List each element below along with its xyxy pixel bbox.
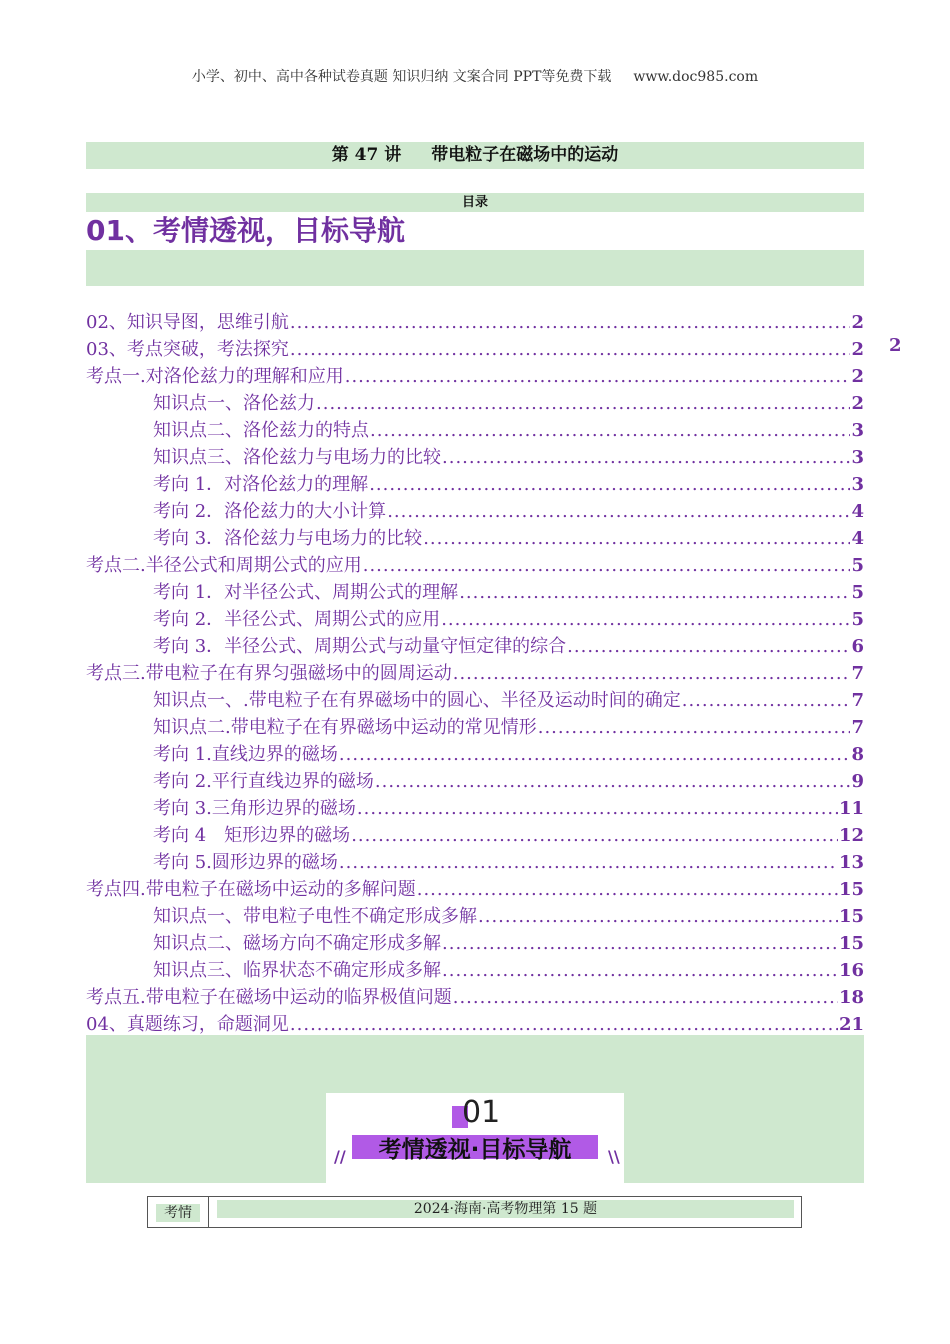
toc-leader-dots: [387, 501, 850, 522]
toc-entry-label: 知识点一、洛伦兹力: [153, 393, 315, 414]
toc-entry[interactable]: [86, 470, 864, 497]
toc-entry-label: 知识点三、临界状态不确定形成多解: [153, 960, 441, 981]
toc-entry[interactable]: [86, 686, 864, 713]
toc-entry-label: 考向 3．洛伦兹力与电场力的比较: [153, 528, 423, 549]
toc-entry-page: 5: [851, 582, 864, 603]
toc-entry[interactable]: [86, 389, 864, 416]
toc-leader-dots: [290, 312, 851, 333]
toc-entry-page: 13: [838, 852, 864, 873]
toc-entry-page: 4: [851, 501, 864, 522]
toc-leader-dots: [453, 987, 838, 1008]
exam-value-cell: 2024·海南·高考物理第 15 题: [217, 1200, 794, 1218]
toc-leader-dots: [345, 366, 851, 387]
toc-leader-dots: [417, 879, 838, 900]
toc-entry-page: 5: [851, 555, 864, 576]
toc-entry-page: 2: [851, 393, 864, 414]
toc-entry[interactable]: [86, 875, 864, 902]
toc-entry[interactable]: [86, 335, 864, 362]
toc-leader-dots: [339, 852, 838, 873]
toc-entry[interactable]: [86, 659, 864, 686]
toc-entry-label: 考点四.带电粒子在磁场中运动的多解问题: [86, 879, 416, 900]
toc-entry-label: 考向 3.三角形边界的磁场: [153, 798, 356, 819]
toc-entry-page: 7: [851, 717, 864, 738]
toc-entry-label: 知识点二.带电粒子在有界磁场中运动的常见情形: [153, 717, 537, 738]
toc-leader-dots: [442, 960, 838, 981]
section-banner: [326, 1093, 624, 1183]
toc-entry[interactable]: [86, 605, 864, 632]
toc-entry-label: 考向 2.平行直线边界的磁场: [153, 771, 374, 792]
toc-entry-page: 15: [838, 879, 864, 900]
toc-entry-page: 4: [851, 528, 864, 549]
toc-entry-label: 知识点一、带电粒子电性不确定形成多解: [153, 906, 477, 927]
toc-leader-dots: [538, 717, 851, 738]
toc-entry-label: 考向 1.直线边界的磁场: [153, 744, 338, 765]
toc-entry-page: 6: [851, 636, 864, 657]
toc-entry[interactable]: [86, 929, 864, 956]
toc-entry[interactable]: [86, 362, 864, 389]
toc-leader-dots: [478, 906, 838, 927]
toc-leader-dots: [290, 339, 851, 360]
toc-entry[interactable]: [86, 740, 864, 767]
lecture-title: 带电粒子在磁场中的运动: [431, 145, 619, 165]
toc-entry-label: 考向 5.圆形边界的磁场: [153, 852, 338, 873]
toc-entry-page: 11: [838, 798, 864, 819]
toc-entry-page: 18: [838, 987, 864, 1008]
toc-leader-dots: [459, 582, 850, 603]
toc-entry-page: 2: [851, 366, 864, 387]
toc-entry-page: 15: [838, 906, 864, 927]
toc-entry-label: 考点三.带电粒子在有界匀强磁场中的圆周运动: [86, 663, 452, 684]
toc-entry-page: 2: [851, 339, 864, 360]
site-header: [0, 66, 950, 86]
toc-leader-dots: [316, 393, 850, 414]
lecture-title-bar: [86, 142, 864, 169]
toc-entry-label: 考向 1．对洛伦兹力的理解: [153, 474, 369, 495]
table-divider: [208, 1197, 209, 1227]
toc-leader-dots: [442, 933, 838, 954]
toc-entry[interactable]: [86, 632, 864, 659]
toc-entry[interactable]: [86, 794, 864, 821]
toc-entry[interactable]: [86, 416, 864, 443]
toc-entry-page: 8: [851, 744, 864, 765]
banner-number: 01: [462, 1095, 501, 1130]
banner-slash-left: //: [334, 1147, 346, 1166]
toc-title: 目录: [86, 193, 864, 212]
toc-entry-page: 15: [838, 933, 864, 954]
toc-entry[interactable]: [86, 524, 864, 551]
toc-entry[interactable]: [86, 956, 864, 983]
toc-leader-dots: [290, 1014, 838, 1035]
toc-entry[interactable]: [86, 848, 864, 875]
toc-entry[interactable]: [86, 308, 864, 335]
toc-entry-label: 04、真题练习，命题洞见: [86, 1014, 289, 1035]
toc-leader-dots: [441, 609, 850, 630]
toc-leader-dots: [357, 798, 838, 819]
exam-info-table: [147, 1196, 802, 1228]
toc-leader-dots: [682, 690, 851, 711]
toc-entry-page: 16: [838, 960, 864, 981]
toc-leader-dots: [375, 771, 851, 792]
toc-entry[interactable]: [86, 713, 864, 740]
table-of-contents: [86, 308, 864, 1037]
section-heading-band: [86, 250, 864, 286]
toc-entry[interactable]: [86, 443, 864, 470]
toc-leader-dots: [363, 555, 851, 576]
toc-entry-page: 7: [851, 690, 864, 711]
toc-entry-page: 21: [838, 1014, 864, 1035]
toc-entry-label: 考点一.对洛伦兹力的理解和应用: [86, 366, 344, 387]
toc-entry-page: 3: [851, 420, 864, 441]
toc-leader-dots: [370, 420, 850, 441]
toc-entry[interactable]: [86, 821, 864, 848]
toc-leader-dots: [567, 636, 850, 657]
toc-entry[interactable]: [86, 497, 864, 524]
toc-entry[interactable]: [86, 767, 864, 794]
toc-entry-label: 考点五.带电粒子在磁场中运动的临界极值问题: [86, 987, 452, 1008]
toc-entry-label: 知识点一、.带电粒子在有界磁场中的圆心、半径及运动时间的确定: [153, 690, 681, 711]
toc-entry-page: 12: [838, 825, 864, 846]
toc-leader-dots: [423, 528, 850, 549]
toc-entry-label: 知识点二、磁场方向不确定形成多解: [153, 933, 441, 954]
toc-leader-dots: [369, 474, 850, 495]
toc-entry[interactable]: [86, 578, 864, 605]
section-heading[interactable]: 01、考情透视，目标导航: [86, 214, 405, 247]
toc-entry-label: 03、考点突破，考法探究: [86, 339, 289, 360]
banner-title: 考情透视·目标导航: [378, 1137, 572, 1163]
toc-entry-label: 知识点三、洛伦兹力与电场力的比较: [153, 447, 441, 468]
exam-label-cell: 考情: [156, 1204, 200, 1222]
toc-entry[interactable]: [86, 551, 864, 578]
toc-entry-page: 5: [851, 609, 864, 630]
toc-leader-dots: [453, 663, 851, 684]
toc-entry-label: 考向 3．半径公式、周期公式与动量守恒定律的综合: [153, 636, 567, 657]
toc-entry-label: 考点二.半径公式和周期公式的应用: [86, 555, 362, 576]
toc-leader-dots: [339, 744, 851, 765]
toc-entry-label: 考向 2．半径公式、周期公式的应用: [153, 609, 441, 630]
toc-entry-label: 考向 4 矩形边界的磁场: [153, 825, 351, 846]
toc-entry[interactable]: [86, 902, 864, 929]
toc-entry-label: 考向 1．对半径公式、周期公式的理解: [153, 582, 459, 603]
site-header-text: 小学、初中、高中各种试卷真题 知识归纳 文案合同 PPT等免费下载: [191, 69, 612, 85]
toc-leader-dots: [442, 447, 850, 468]
toc-entry-label: 02、知识导图，思维引航: [86, 312, 289, 333]
toc-entry-page: 3: [851, 474, 864, 495]
lecture-number: 第 47 讲: [331, 145, 402, 165]
site-url-link[interactable]: www.doc985.com: [633, 69, 759, 85]
toc-entry-label: 考向 2．洛伦兹力的大小计算: [153, 501, 387, 522]
toc-entry-label: 知识点二、洛伦兹力的特点: [153, 420, 369, 441]
toc-entry-page: 2: [851, 312, 864, 333]
toc-entry-page: 9: [851, 771, 864, 792]
toc-entry-page: 3: [851, 447, 864, 468]
toc-entry-page: 7: [851, 663, 864, 684]
banner-slash-right: \\: [608, 1147, 620, 1166]
stray-page-number: 2: [889, 335, 902, 356]
toc-entry[interactable]: [86, 983, 864, 1010]
toc-leader-dots: [351, 825, 838, 846]
toc-entry[interactable]: [86, 1010, 864, 1037]
